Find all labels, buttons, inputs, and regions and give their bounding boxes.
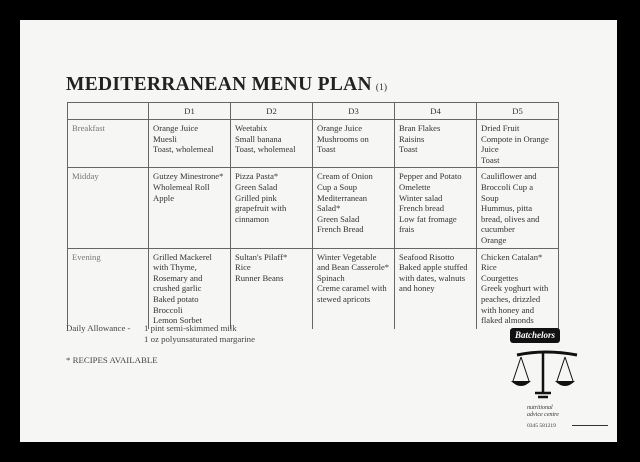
menu-line: Broccoli bbox=[153, 304, 183, 315]
menu-line: Orange Juice bbox=[317, 123, 363, 133]
menu-line: Winter salad bbox=[399, 192, 443, 203]
menu-cell bbox=[313, 248, 395, 329]
corner-cell bbox=[68, 103, 149, 120]
day-header: D3 bbox=[313, 103, 395, 120]
menu-cell bbox=[395, 120, 477, 168]
daily-allowance-items bbox=[144, 323, 255, 345]
menu-cell bbox=[395, 248, 477, 329]
menu-line: stewed apricots bbox=[317, 293, 371, 304]
menu-line: cucumber bbox=[481, 224, 515, 235]
day-header: D4 bbox=[395, 103, 477, 120]
menu-line: Toast, wholemeal bbox=[153, 144, 214, 155]
menu-line: Green Salad bbox=[235, 181, 278, 192]
allowance-item: 1 pint semi-skimmed milk bbox=[144, 323, 237, 333]
menu-line: Rice bbox=[481, 262, 497, 273]
menu-line: peaches, drizzled bbox=[481, 293, 541, 304]
menu-line: Orange Juice bbox=[153, 123, 199, 133]
menu-line: Broccoli Cup a bbox=[481, 181, 534, 192]
menu-line: and honey bbox=[399, 283, 435, 294]
menu-line: with Thyme, bbox=[153, 262, 197, 273]
menu-line: Raisins bbox=[399, 133, 425, 144]
divider bbox=[572, 425, 608, 426]
brand-badge: Batchelors bbox=[510, 328, 560, 343]
menu-line: Toast bbox=[399, 144, 418, 155]
menu-line: Cauliflower and bbox=[481, 171, 537, 182]
menu-line: Courgettes bbox=[481, 272, 519, 283]
menu-line: Runner Beans bbox=[235, 272, 284, 283]
recipes-note: * RECIPES AVAILABLE bbox=[66, 355, 158, 365]
menu-line: Mediterranean bbox=[317, 192, 368, 203]
menu-line: Greek yoghurt with bbox=[481, 283, 549, 294]
menu-line: Wholemeal Roll bbox=[153, 181, 210, 192]
menu-line: Small banana bbox=[235, 133, 282, 144]
meal-label: Breakfast bbox=[68, 120, 149, 168]
phone-number: 0345 581219 bbox=[527, 423, 556, 429]
menu-line: Dried Fruit bbox=[481, 123, 520, 133]
menu-line: crushed garlic bbox=[153, 283, 202, 294]
menu-line: Bran Flakes bbox=[399, 123, 441, 133]
meal-label: Evening bbox=[68, 248, 149, 329]
menu-line: Spinach bbox=[317, 272, 345, 283]
day-header: D2 bbox=[231, 103, 313, 120]
menu-line: Weetabix bbox=[235, 123, 268, 133]
menu-cell bbox=[313, 120, 395, 168]
menu-cell bbox=[231, 168, 313, 248]
menu-line: French bread bbox=[399, 203, 445, 214]
menu-line: Low fat fromage bbox=[399, 213, 457, 224]
menu-cell bbox=[149, 120, 231, 168]
menu-cell bbox=[477, 168, 559, 248]
menu-line: Pepper and Potato bbox=[399, 171, 462, 182]
menu-line: Winter Vegetable bbox=[317, 251, 377, 262]
table-row bbox=[68, 248, 559, 329]
menu-line: Apple bbox=[153, 192, 175, 203]
menu-cell bbox=[477, 248, 559, 329]
menu-card bbox=[20, 20, 617, 442]
menu-line: Rosemary and bbox=[153, 272, 203, 283]
day-header: D5 bbox=[477, 103, 559, 120]
menu-cell bbox=[231, 248, 313, 329]
menu-cell bbox=[149, 168, 231, 248]
title-suffix: (1) bbox=[375, 82, 388, 92]
menu-line: Juice bbox=[481, 144, 499, 155]
meal-label: Midday bbox=[68, 168, 149, 248]
menu-cell bbox=[313, 168, 395, 248]
menu-line: Cream of Onion bbox=[317, 171, 373, 182]
menu-line: bread, olives and bbox=[481, 213, 540, 224]
menu-line: flaked almonds bbox=[481, 315, 534, 326]
menu-line: Grilled pink bbox=[235, 192, 277, 203]
menu-line: Muesli bbox=[153, 133, 177, 144]
menu-line: Salad* bbox=[317, 203, 341, 214]
menu-line: Creme caramel with bbox=[317, 283, 387, 294]
menu-line: Omelette bbox=[399, 181, 431, 192]
menu-line: with honey and bbox=[481, 304, 534, 315]
menu-line: Compote in Orange bbox=[481, 133, 549, 144]
menu-line: and Bean Casserole* bbox=[317, 262, 390, 273]
menu-line: Rice bbox=[235, 262, 251, 273]
table-row bbox=[68, 168, 559, 248]
menu-cell bbox=[149, 248, 231, 329]
menu-line: Mushrooms on bbox=[317, 133, 369, 144]
menu-cell bbox=[231, 120, 313, 168]
menu-cell bbox=[477, 120, 559, 168]
menu-line: frais bbox=[399, 224, 415, 235]
menu-cell bbox=[395, 168, 477, 248]
menu-line: Chicken Catalan* bbox=[481, 251, 543, 262]
menu-line: Toast, wholemeal bbox=[235, 144, 296, 155]
scales-icon bbox=[507, 343, 587, 409]
menu-line: Pizza Pasta* bbox=[235, 171, 279, 182]
menu-line: Seafood Risotto bbox=[399, 251, 455, 262]
menu-line: Sultan's Pilaff* bbox=[235, 251, 288, 262]
batchelors-logo bbox=[503, 325, 613, 435]
day-header: D1 bbox=[149, 103, 231, 120]
menu-line: cinnamon bbox=[235, 213, 269, 224]
allowance-item: 1 oz polyunsaturated margarine bbox=[144, 334, 255, 344]
menu-line: French Bread bbox=[317, 224, 364, 235]
menu-line: Hummus, pitta bbox=[481, 203, 533, 214]
menu-line: Toast bbox=[481, 154, 500, 165]
menu-line: Orange bbox=[481, 234, 507, 245]
menu-table bbox=[67, 102, 559, 329]
menu-line: grapefruit with bbox=[235, 203, 287, 214]
menu-line: Baked apple stuffed bbox=[399, 262, 468, 273]
menu-line: Baked potato bbox=[153, 293, 199, 304]
advice-centre-label: nutritional advice centre bbox=[527, 405, 559, 418]
menu-line: Lemon Sorbet bbox=[153, 315, 202, 326]
menu-line: Soup bbox=[481, 192, 499, 203]
menu-line: Green Salad bbox=[317, 213, 360, 224]
menu-line: Toast bbox=[317, 144, 336, 155]
header-row bbox=[68, 103, 559, 120]
menu-line: with dates, walnuts bbox=[399, 272, 466, 283]
page-title: MEDITERRANEAN MENU PLAN (1) bbox=[66, 74, 388, 95]
daily-allowance-label: Daily Allowance - bbox=[66, 323, 131, 333]
menu-line: Gutzey Minestrone* bbox=[153, 171, 224, 182]
menu-line: Cup a Soup bbox=[317, 181, 358, 192]
table-row bbox=[68, 120, 559, 168]
menu-line: Grilled Mackerel bbox=[153, 251, 212, 262]
